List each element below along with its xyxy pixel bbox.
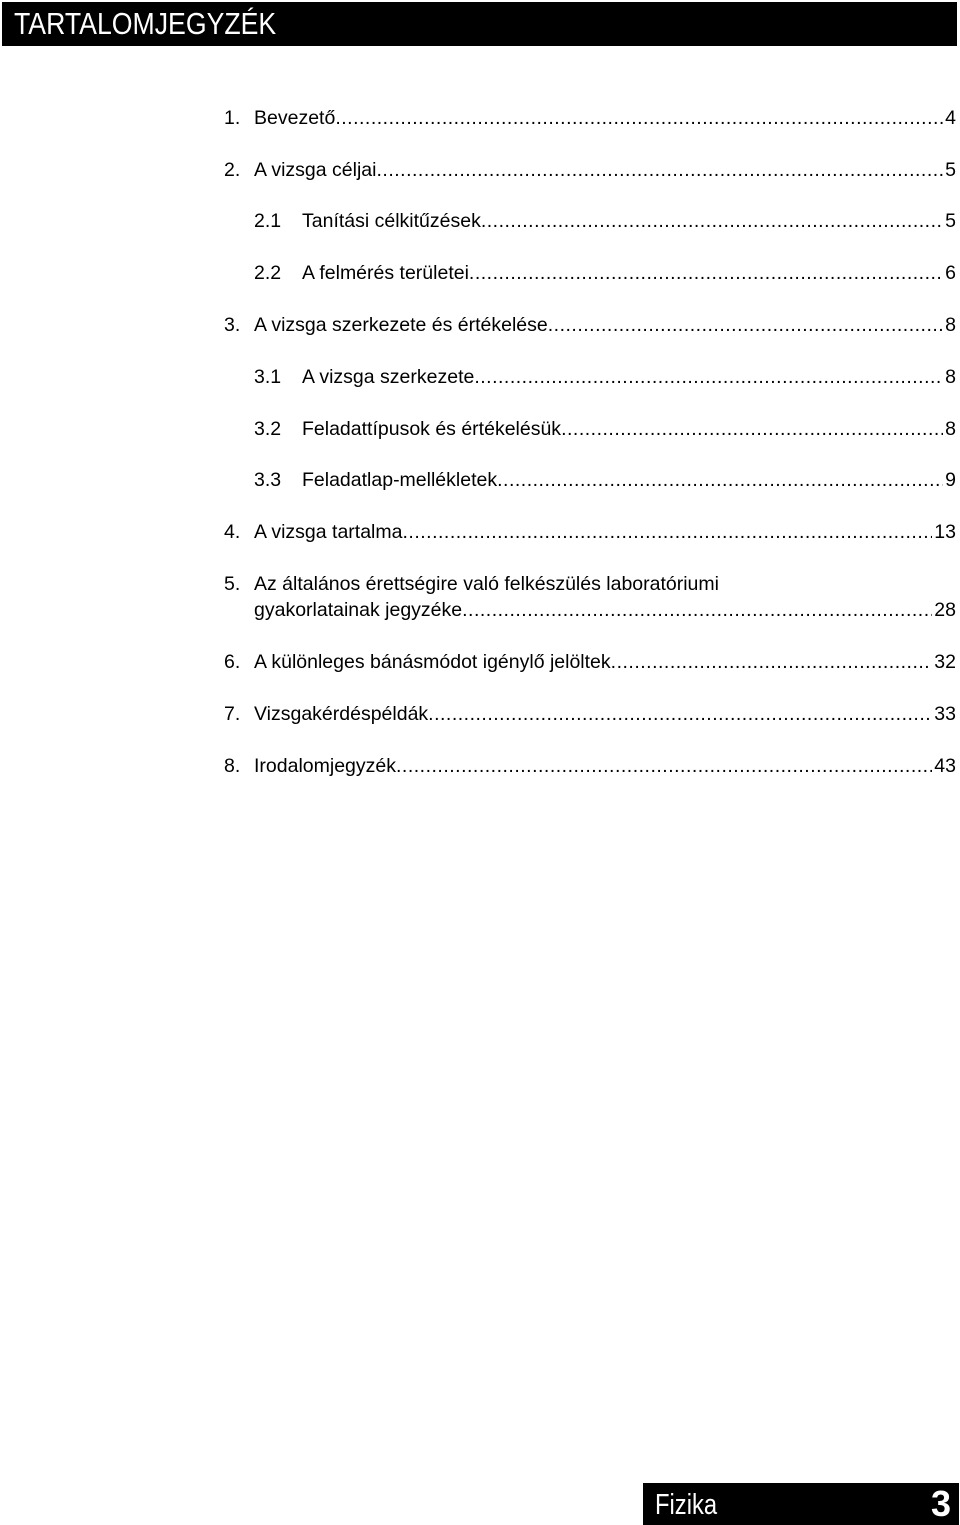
toc-dot-leader <box>497 467 943 493</box>
toc-entry-page: 5 <box>945 159 956 181</box>
toc-entry-page: 5 <box>945 210 956 232</box>
toc-entry-number: 4. <box>224 521 241 543</box>
toc-entry-page: 33 <box>934 703 956 725</box>
toc-entry-number: 3. <box>224 314 241 336</box>
toc-entry-page: 8 <box>945 418 956 440</box>
toc-entry-number: 8. <box>224 755 241 777</box>
toc-entry-2-2[interactable] <box>224 260 956 286</box>
toc-entry-page: 4 <box>945 107 956 129</box>
toc-entry-title: A vizsga szerkezete <box>302 366 475 388</box>
toc-entry-number: 2.2 <box>254 262 282 284</box>
page-number: 3 <box>930 1483 951 1524</box>
toc-entry-page: 43 <box>934 755 956 777</box>
toc-dot-leader <box>548 312 943 338</box>
toc-entry-8[interactable] <box>224 753 956 779</box>
toc-dot-leader <box>474 364 943 390</box>
toc-entry-7[interactable] <box>224 701 956 727</box>
toc-entry-6[interactable] <box>224 649 956 675</box>
toc-entry-title: Feladatlap-mellékletek <box>302 469 498 491</box>
toc-entry-3-2[interactable] <box>224 416 956 442</box>
toc-entry-3[interactable] <box>224 312 956 338</box>
toc-entry-title: Irodalomjegyzék <box>254 755 396 777</box>
toc-entry-number: 1. <box>224 107 241 129</box>
toc-dot-leader <box>611 649 933 675</box>
footer-subject-box <box>643 1483 959 1525</box>
toc-entry-title: A vizsga céljai <box>254 159 377 181</box>
toc-entry-title: Tanítási célkitűzések <box>302 210 481 232</box>
toc-entry-title: Vizsgakérdéspéldák <box>254 703 429 725</box>
toc-entry-page: 9 <box>945 469 956 491</box>
toc-entry-page: 8 <box>945 314 956 336</box>
toc-entry-number: 3.2 <box>254 418 282 440</box>
page-title: TARTALOMJEGYZÉK <box>14 6 277 41</box>
toc-entry-page: 6 <box>945 262 956 284</box>
toc-dot-leader <box>376 157 943 183</box>
toc-entry-4[interactable] <box>224 519 956 545</box>
toc-dot-leader <box>561 416 943 442</box>
toc-dot-leader <box>428 701 932 727</box>
toc-entry-number: 6. <box>224 651 241 673</box>
toc-entry-1[interactable] <box>224 105 956 131</box>
toc-entry-number: 2. <box>224 159 241 181</box>
toc-entry-page: 28 <box>934 599 956 621</box>
footer-subject-label: Fizika <box>655 1489 718 1521</box>
toc-entry-title: gyakorlatainak jegyzéke <box>254 599 463 621</box>
toc-entry-title: A különleges bánásmódot igénylő jelöltek <box>254 651 611 673</box>
toc-entry-2-1[interactable] <box>224 208 956 234</box>
toc-entry-3-1[interactable] <box>224 364 956 390</box>
toc-entry-page: 8 <box>945 366 956 388</box>
toc-entry-title: A felmérés területei <box>302 262 469 284</box>
toc-entry-title: Feladattípusok és értékelésük <box>302 418 562 440</box>
toc-entry-3-3[interactable] <box>224 467 956 493</box>
toc-entry-page: 32 <box>934 651 956 673</box>
toc-dot-leader <box>396 753 932 779</box>
toc-entry-page: 13 <box>934 521 956 543</box>
toc-dot-leader <box>335 105 943 131</box>
toc-entry-title-line-1: Az általános érettségire való felkészülés laboratóriumi <box>254 573 719 595</box>
toc-entry-2[interactable] <box>224 157 956 183</box>
toc-dot-leader <box>402 519 932 545</box>
toc-entry-title: A vizsga tartalma <box>254 521 403 543</box>
toc-entry-number: 3.1 <box>254 366 282 388</box>
toc-entry-number: 2.1 <box>254 210 282 232</box>
toc-entry-number: 5. <box>224 573 241 595</box>
toc-entry-5[interactable] <box>224 571 956 623</box>
toc-dot-leader <box>462 597 932 623</box>
header-bar <box>2 2 957 46</box>
toc-dot-leader <box>481 208 943 234</box>
toc-entry-number: 3.3 <box>254 469 282 491</box>
toc-entry-title: A vizsga szerkezete és értékelése <box>254 314 548 336</box>
toc-entry-number: 7. <box>224 703 241 725</box>
toc-entry-title: Bevezető <box>254 107 336 129</box>
toc-dot-leader <box>469 260 943 286</box>
